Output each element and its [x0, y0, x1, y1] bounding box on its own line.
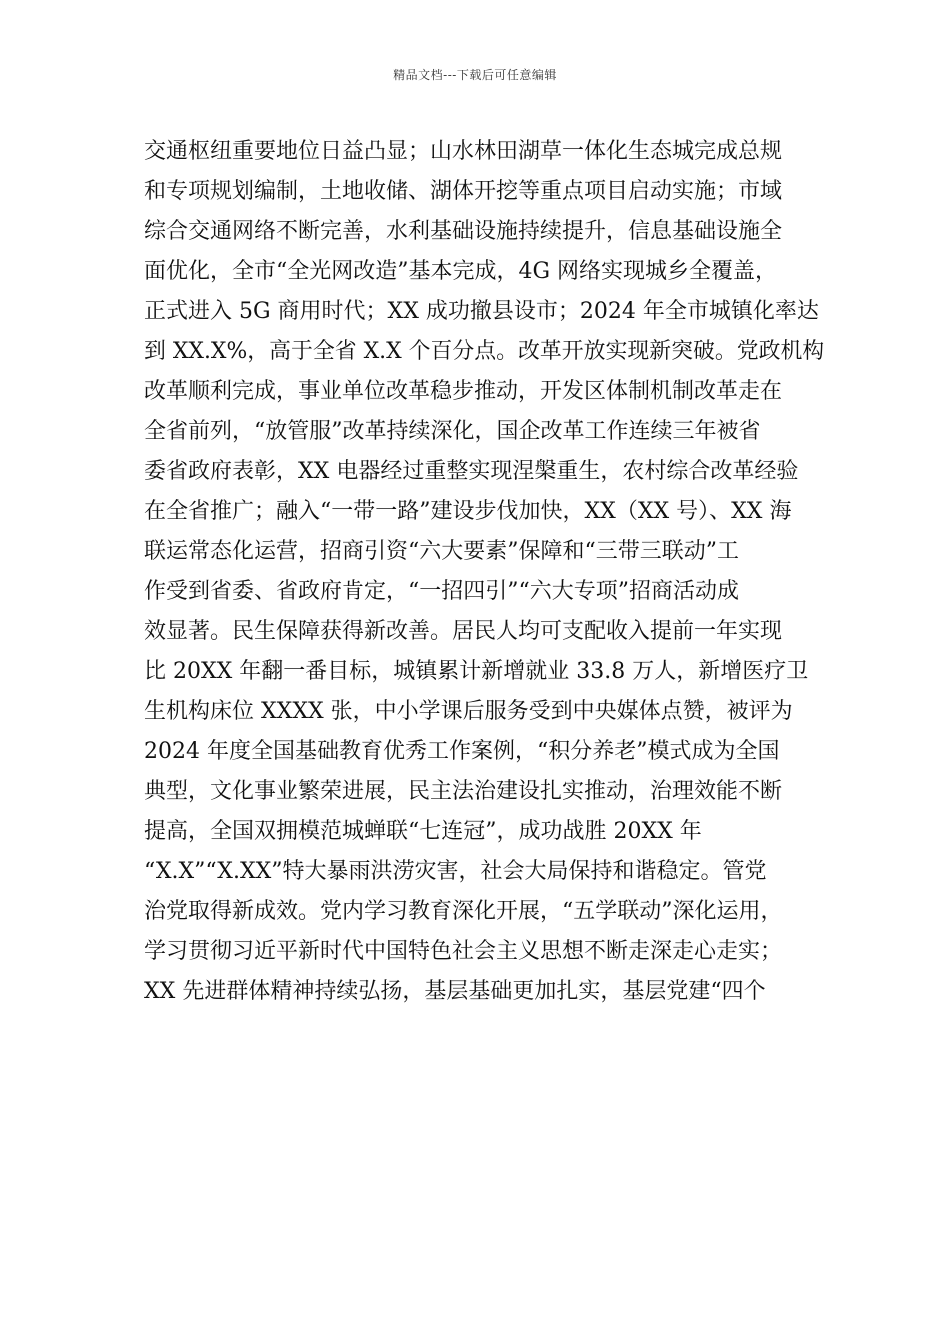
text-line: 治党取得新成效。党内学习教育深化开展，“五学联动”深化运用，: [144, 899, 783, 924]
text-line: 2024 年度全国基础教育优秀工作案例，“积分养老”模式成为全国: [144, 739, 780, 764]
text-line: 委省政府表彰，XX 电器经过重整实现涅槃重生，农村综合改革经验: [144, 459, 799, 484]
text-line: 生机构床位 XXXX 张，中小学课后服务受到中央媒体点赞，被评为: [144, 699, 793, 724]
text-line: 典型，文化事业繁荣进展，民主法治建设扎实推动，治理效能不断: [144, 779, 783, 804]
text-line: 综合交通网络不断完善，水利基础设施持续提升，信息基础设施全: [144, 219, 783, 244]
text-line: 学习贯彻习近平新时代中国特色社会主义思想不断走深走心走实；: [144, 939, 783, 964]
text-line: 改革顺利完成，事业单位改革稳步推动，开发区体制机制改革走在: [144, 379, 783, 404]
text-line: XX 先进群体精神持续弘扬，基层基础更加扎实，基层党建“四个: [144, 979, 766, 1004]
text-line: 在全省推广；融入“一带一路”建设步伐加快，XX（XX 号）、XX 海: [144, 499, 792, 524]
text-line: 面优化，全市“全光网改造”基本完成，4G 网络实现城乡全覆盖，: [144, 259, 778, 284]
text-line: 作受到省委、省政府肯定，“一招四引”“六大专项”招商活动成: [144, 579, 739, 604]
text-line: 全省前列，“放管服”改革持续深化，国企改革工作连续三年被省: [144, 419, 761, 444]
text-line: 交通枢纽重要地位日益凸显；山水林田湖草一体化生态城完成总规: [144, 139, 783, 164]
text-line: “X.X”“X.XX”特大暴雨洪涝灾害，社会大局保持和谐稳定。管党: [144, 859, 767, 884]
document-body: [144, 132, 824, 1012]
text-line: 效显著。民生保障获得新改善。居民人均可支配收入提前一年实现: [144, 619, 783, 644]
page-header: 精品文档---下载后可任意编辑: [393, 68, 557, 82]
text-line: 比 20XX 年翻一番目标，城镇累计新增就业 33.8 万人，新增医疗卫: [144, 659, 809, 684]
text-line: 提高，全国双拥模范城蝉联“七连冠”，成功战胜 20XX 年: [144, 819, 702, 844]
text-line: 和专项规划编制，土地收储、湖体开挖等重点项目启动实施；市域: [144, 179, 783, 204]
text-line: 到 XX.X%，高于全省 X.X 个百分点。改革开放实现新突破。党政机构: [144, 339, 825, 364]
text-line: 联运常态化运营，招商引资“六大要素”保障和“三带三联动”工: [144, 539, 739, 564]
text-line: 正式进入 5G 商用时代；XX 成功撤县设市；2024 年全市城镇化率达: [144, 299, 819, 324]
